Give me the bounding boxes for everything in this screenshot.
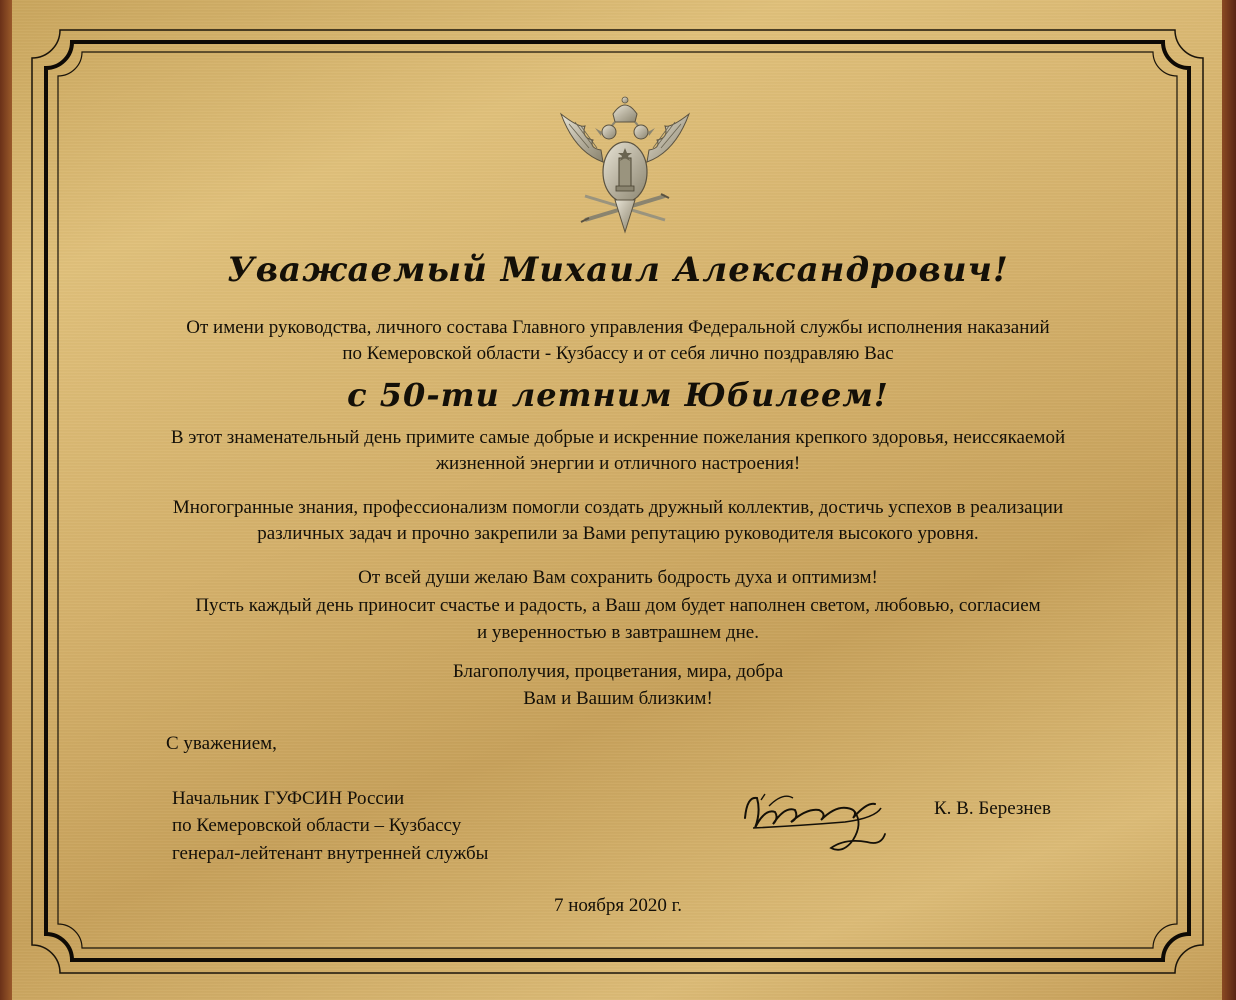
paragraph-4-line-3: и уверенностью в завтрашнем дне. xyxy=(477,622,759,643)
paragraph-3-line-2: различных задач и прочно закрепили за Вами репутацию руководителя высокого уровня. xyxy=(257,523,979,544)
signer-title-line-3: генерал-лейтенант внутренней службы xyxy=(172,843,489,864)
paragraph-1-line-2: по Кемеровской области - Кузбассу и от себя лично поздравляю Вас xyxy=(342,343,894,364)
paragraph-4-line-2: Пусть каждый день приносит счастье и радость, а Ваш дом будет наполнен светом, любовью, согласием xyxy=(195,595,1041,616)
paragraph-3-line-1: Многогранные знания, профессионализм помогли создать дружный коллектив, достичь успехов в реализации xyxy=(172,497,1064,518)
signer-name: К. В. Березнев xyxy=(934,798,1051,819)
signer-title-line-1: Начальник ГУФСИН России xyxy=(172,788,405,809)
jubilee-heading: с 50-ти летним Юбилеем! xyxy=(347,376,889,414)
paragraph-5-line-2: Вам и Вашим близким! xyxy=(523,688,713,709)
handwritten-signature-icon xyxy=(735,778,895,858)
letter-date: 7 ноября 2020 г. xyxy=(553,895,683,916)
paragraph-1-line-1: От имени руководства, личного состава Главного управления Федеральной службы исполнения наказаний xyxy=(186,317,1050,338)
paragraph-2-line-1: В этот знаменательный день примите самые добрые и искренние пожелания крепкого здоровья, неиссякаемой xyxy=(170,427,1066,448)
paragraph-4-line-1: От всей души желаю Вам сохранить бодрость духа и оптимизм! xyxy=(358,567,878,588)
paragraph-2-line-2: жизненной энергии и отличного настроения! xyxy=(435,453,801,474)
signer-title-line-2: по Кемеровской области – Кузбассу xyxy=(172,815,462,836)
double-headed-eagle-emblem-icon xyxy=(555,92,695,242)
paragraph-5-line-1: Благополучия, процветания, мира, добра xyxy=(452,661,784,682)
salutation-heading: Уважаемый Михаил Александрович! xyxy=(227,250,1009,290)
closing-regards: С уважением, xyxy=(166,733,277,754)
